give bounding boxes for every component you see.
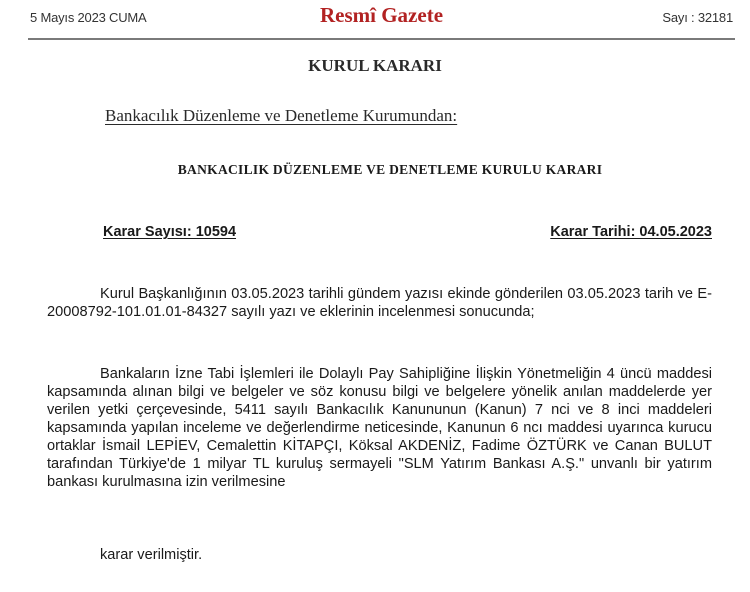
publication-date: 5 Mayıs 2023 CUMA xyxy=(30,10,147,25)
document-type-heading: KURUL KARARI xyxy=(308,56,442,75)
issue-number: Sayı : 32181 xyxy=(662,10,733,25)
body-paragraph: Kurul Başkanlığının 03.05.2023 tarihli gündem yazısı ekinde gönderilen 03.05.2023 tarih ve E-20008792-101.01.01-84327 sayılı yazı ve eklerinin incelenmesi sonucunda; xyxy=(47,286,712,320)
gazette-title: Resmî Gazete xyxy=(319,3,444,27)
decision-date: Karar Tarihi: 04.05.2023 xyxy=(550,224,712,240)
closing-statement: karar verilmiştir. xyxy=(100,547,203,563)
body-paragraph: Bankaların İzne Tabi İşlemleri ile Dolaylı Pay Sahipliğine İlişkin Yönetmeliğin 4 üncü maddesi kapsamında alınan bilgi ve belgeler ve söz konusu bilgi ve belgelere yönelik anılan maddelerde yer verilen yetki çerçevesinde, 5411 sayılı Bankacılık Kanununun (Kanun) 7 nci ve 8 inci maddeleri kapsamında yapılan inceleme ve değerlendirme neticesinde, Kanunun 6 ncı maddesi uyarınca kurucu ortaklar İsmail LEPİEV, Cemalettin KİTAPÇI, Köksal AKDENİZ, Fadime ÖZTÜRK ve Canan BULUT tarafından Türkiye'de 1 milyar TL kuruluş sermayeli "SLM Yatırım Bankası A.Ş." unvanlı bir yatırım bankası kurulmasına izin verilmesine xyxy=(47,366,712,490)
gazette-header xyxy=(28,0,735,40)
issuing-institution: Bankacılık Düzenleme ve Denetleme Kurumundan: xyxy=(105,106,458,125)
decision-number: Karar Sayısı: 10594 xyxy=(103,224,237,240)
board-decision-title: BANKACILIK DÜZENLEME VE DENETLEME KURULU KARARI xyxy=(177,162,603,177)
